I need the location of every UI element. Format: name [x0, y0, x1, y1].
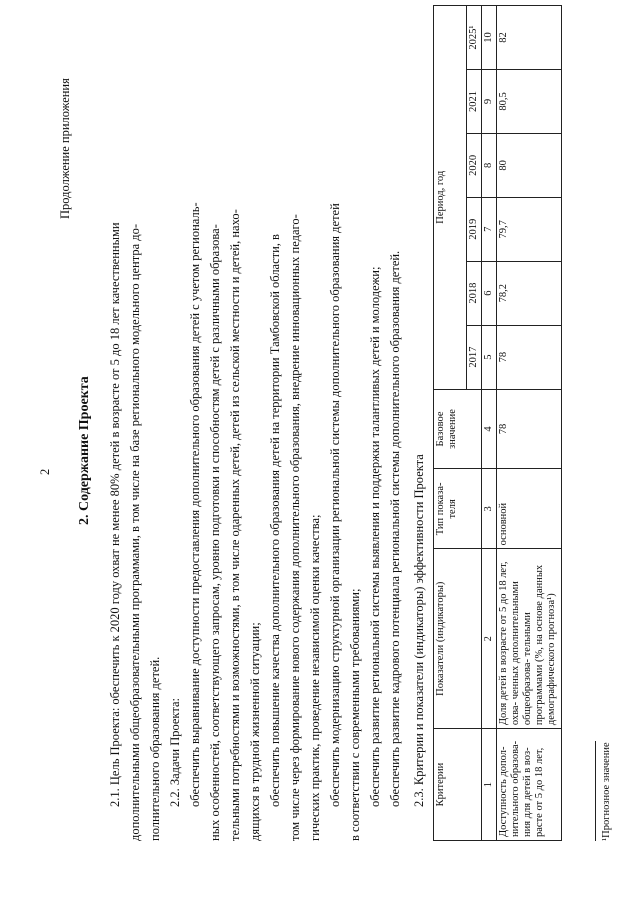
value-cell: 78,2 — [497, 261, 562, 325]
section-title: 2. Содержание Проекта — [77, 376, 92, 525]
paragraph-line: гических практик, проведение независимой оценки качества; — [308, 514, 322, 841]
col-number: 5 — [482, 325, 497, 389]
header-base: Базовое значение — [434, 389, 482, 469]
paragraph-line: дополнительными общеобразовательными программами, в том числе на базе регионального модельного центра до- — [128, 223, 142, 841]
table-caption: 2.3. Критерии и показатели (индикаторы) эффективности Проекта — [412, 454, 426, 807]
indicator-cell: Доля детей в возрасте от 5 до 18 лет, охва- ченных дополнительными общеобразова- тельными программами (%, на основе данных демографического прогноза¹) — [497, 549, 562, 729]
paragraph-line: ных особенностей, соответствующего запросам, уровню подготовки и способностям детей с различными образова- — [208, 224, 222, 841]
paragraph-line: обеспечить развитие кадрового потенциала региональной системы дополнительного образования детей. — [388, 250, 402, 807]
paragraph-line: обеспечить развитие региональной системы выявления и поддержки талантливых детей и молодежи; — [368, 266, 382, 807]
col-number: 8 — [482, 133, 497, 197]
col-number: 10 — [482, 6, 497, 70]
year-cell: 2021 — [467, 69, 482, 133]
col-number: 3 — [482, 469, 497, 549]
criteria-cell: Доступность допол- нительного образова- ния для детей в воз- расте от 5 до 18 лет, — [497, 729, 562, 841]
year-cell: 2018 — [467, 261, 482, 325]
table-row — [497, 6, 562, 841]
col-number: 9 — [482, 69, 497, 133]
header-period: Период, год — [434, 6, 467, 390]
value-cell: 82 — [497, 6, 562, 70]
col-number: 1 — [482, 729, 497, 841]
value-cell: 79,7 — [497, 197, 562, 261]
paragraph-line: том числе через формирование нового содержания дополнительного образования, внедрение инновационных педаго- — [288, 214, 302, 841]
year-cell: 2025¹ — [467, 6, 482, 70]
paragraph-line: 2.2. Задачи Проекта: — [168, 698, 182, 807]
col-number: 2 — [482, 549, 497, 729]
paragraph-line: в соответствии с современными требованиями; — [348, 588, 362, 841]
header-type: Тип показа- теля — [434, 469, 482, 549]
column-number-row — [482, 6, 497, 841]
base-cell: 78 — [497, 389, 562, 469]
col-number: 4 — [482, 389, 497, 469]
year-cell: 2019 — [467, 197, 482, 261]
page-number: 2 — [38, 468, 52, 475]
type-cell: основной — [497, 469, 562, 549]
value-cell: 78 — [497, 325, 562, 389]
footnote-divider — [595, 741, 596, 841]
continuation-note: Продолжение приложения — [58, 78, 72, 219]
header-indicators: Показатели (индикаторы) — [434, 549, 482, 729]
paragraph-line: дящихся в трудной жизненной ситуации; — [248, 622, 262, 841]
paragraph-line: полнительного образования детей. — [148, 656, 162, 841]
criteria-table — [433, 5, 562, 841]
value-cell: 80 — [497, 133, 562, 197]
col-number: 7 — [482, 197, 497, 261]
col-number: 6 — [482, 261, 497, 325]
year-cell: 2020 — [467, 133, 482, 197]
paragraph-line: тельными потребностями и возможностями, в том числе одаренных детей, детей из сельской местности и детей, нахо- — [228, 209, 242, 841]
paragraph-line: обеспечить модернизацию структурной организации региональной системы дополнительного образования детей — [328, 203, 342, 807]
footnote: ¹Прогнозное значение — [601, 742, 612, 841]
paragraph-line: обеспечить выравнивание доступности предоставления дополнительного образования детей с учетом региональ- — [188, 202, 202, 807]
value-cell: 80,5 — [497, 69, 562, 133]
paragraph-line: обеспечить повышение качества дополнительного образования детей на территории Тамбовской области, в — [268, 234, 282, 807]
header-criteria: Критерии — [434, 729, 482, 841]
paragraph-line: 2.1. Цель Проекта: обеспечить к 2020 году охват не менее 80% детей в возрасте от 5 до 18 лет качественными — [108, 222, 122, 807]
year-cell: 2017 — [467, 325, 482, 389]
